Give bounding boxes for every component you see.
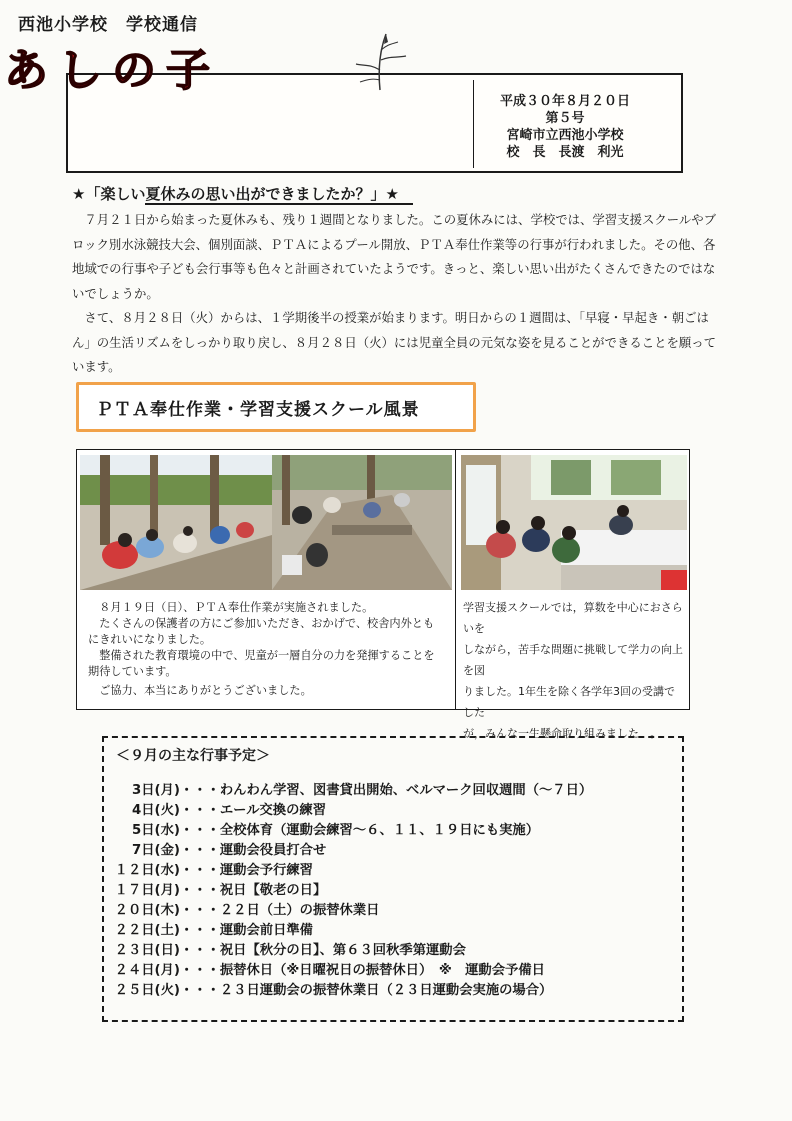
schedule-event: ・・・エール交換の練習 (180, 803, 326, 818)
caption-line: にきれいになりました。 (88, 633, 212, 646)
caption-pta-work (88, 600, 450, 699)
caption-line: が，みんな一生懸命取り組みました 。 (463, 727, 661, 740)
schedule-event: ・・・祝日【敬老の日】 (180, 883, 327, 898)
schedule-event: ・・・２２日（土）の振替休業日 (180, 903, 380, 918)
caption-line: 整備された教育環境の中で、児童が一層自分の力を発揮することを (88, 649, 435, 662)
pta-work-photo-1 (80, 455, 272, 590)
schedule-event: ・・・振替休日（※日曜祝日の振替休日） ※ 運動会予備日 (180, 963, 545, 978)
paragraph-1: ７月２１日から始まった夏休みも、残り１週間となりました。この夏休みには、学校では、学習支援スクールやブロック別水泳競技大会、個別面談、ＰＴＡによるプール開放、ＰＴＡ奉仕作業等の行事が行われました。その他、各地域での行事や子ども会行事等も色々と計画されていたようです。きっと、楽しい思い出がたくさんできたのではないでしょうか。 (72, 212, 717, 301)
school-newsletter-subtitle: 西池小学校 学校通信 (18, 15, 198, 35)
schedule-row (108, 801, 678, 821)
caption-line: しながら，苦手な問題に挑戦して学力の向上を図 (463, 643, 683, 677)
schedule-row (108, 841, 678, 861)
caption-line: ご協力、本当にありがとうございました。 (88, 684, 312, 697)
masthead-divider (473, 80, 474, 168)
caption-line: ８月１９日（日）、ＰＴＡ奉仕作業が実施されました。 (88, 601, 374, 614)
newsletter-title: あしの子 (4, 45, 220, 96)
pta-work-photo-2 (272, 455, 452, 590)
article-headline: ★「楽しい夏休みの思い出ができましたか？」★ (72, 185, 399, 203)
schedule-day: １２日(水) (114, 863, 180, 878)
issue-date: 平成３０年８月２０日 (500, 94, 631, 109)
schedule-day: ２５日(火) (114, 983, 180, 998)
schedule-day: ２２日(土) (114, 923, 180, 938)
photo-box-divider (455, 449, 456, 710)
schedule-day: 5日(水) (132, 823, 180, 838)
study-support-photo (461, 455, 687, 590)
schedule-day: ２０日(木) (114, 903, 180, 918)
school-name: 宮崎市立西池小学校 (506, 128, 624, 143)
schedule-day: ２４日(月) (114, 963, 180, 978)
issue-number: 第５号 (545, 111, 585, 126)
reed-illustration-icon (350, 30, 410, 92)
schedule-row (108, 861, 678, 881)
schedule-row (108, 981, 678, 1001)
schedule-event: ・・・全校体育（運動会練習～６、１１、１９日にも実施） (180, 823, 540, 838)
schedule-event: ・・・２３日運動会の振替休業日（２３日運動会実施の場合） (180, 983, 553, 998)
schedule-day: ２３日(日) (114, 943, 180, 958)
schedule-event: ・・・祝日【秋分の日】、第６３回秋季第運動会 (180, 943, 466, 958)
caption-line: たくさんの保護者の方にご参加いただき、おかげで、校舎内外とも (88, 617, 435, 630)
masthead-info (500, 93, 630, 161)
schedule-day: 3日(月) (132, 783, 180, 798)
schedule-event: ・・・運動会役員打合せ (180, 843, 327, 858)
schedule-row (108, 961, 678, 981)
schedule-day: １７日(月) (114, 883, 180, 898)
headline-underline (145, 203, 413, 205)
schedule-row (108, 821, 678, 841)
caption-study-support (463, 597, 685, 744)
schedule-event: ・・・運動会予行練習 (180, 863, 313, 878)
schedule-day: 7日(金) (132, 843, 180, 858)
schedule-row (108, 881, 678, 901)
schedule-list (108, 781, 678, 1001)
schedule-row (108, 901, 678, 921)
schedule-row (108, 781, 678, 801)
schedule-row (108, 941, 678, 961)
paragraph-2: さて、８月２８日（火）からは、１学期後半の授業が始まります。明日からの１週間は、「早寝・早起き・朝ごはん」の生活リズムをしっかり取り戻し、８月２８日（火）には児童全員の元気な姿を見ることができることを願っています。 (72, 310, 717, 375)
section-banner-title: ＰＴＡ奉仕作業・学習支援スクール風景 (96, 400, 420, 420)
principal-name: 校 長 長渡 利光 (506, 145, 624, 160)
schedule-day: 4日(火) (132, 803, 180, 818)
caption-line: 学習支援スクールでは，算数を中心におさらいを (463, 601, 683, 635)
schedule-title: ＜９月の主な行事予定＞ (116, 748, 270, 764)
schedule-event: ・・・運動会前日準備 (180, 923, 313, 938)
caption-line: 期待しています。 (88, 665, 177, 678)
schedule-event: ・・・わんわん学習、図書貸出開始、ベルマーク回収週間（～７日） (180, 783, 593, 798)
schedule-row (108, 921, 678, 941)
caption-line: りました。1年生を除く各学年3回の受講でした (463, 685, 675, 719)
